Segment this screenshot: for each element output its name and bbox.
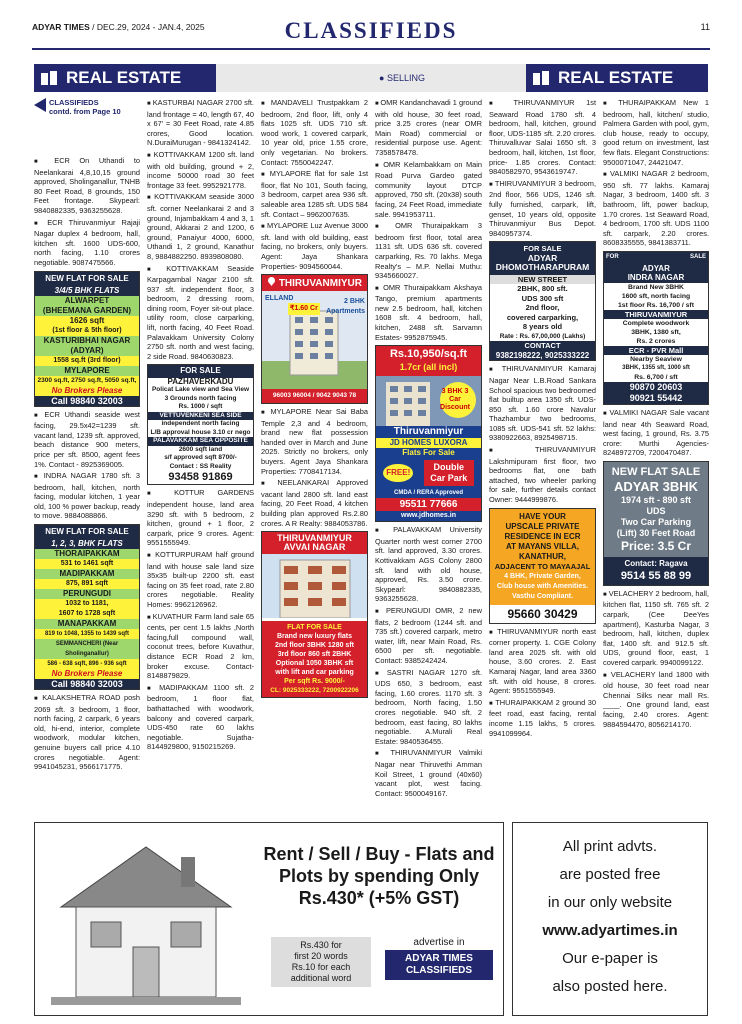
listing: ■ PERUNGUDI OMR, 2 new flats, 2 bedroom (1244 sft. and 735 sft.) covered carpark, metro water, lift, near Main Road, Rs. 6500 per sft. negotiable. Contact: 9385242424. <box>375 606 482 666</box>
listing: ■ KOTTURPURAM half ground land with house sale land size 35x35 built-up 2200 sft. east facing on 35 feet road, rate 2.80 crores negotiable. Reality Homes: 9962126962. <box>147 550 254 610</box>
ad-phone: Call 98840 32003 <box>51 679 123 690</box>
listing: ■ SASTRI NAGAR 1270 sft. UDS 650, 3 bedroom, east facing, 1.60 crores. 1170 sft. 3 bedroom, North facing, 1.50 crores negotiable. 940 sft. 2 bedroom, east facing, 80 lakhs negotiable. A.Murali Real Estate: 9840536455. <box>375 668 482 747</box>
ad-sub: 3/4/5 BHK FLATS <box>35 286 139 296</box>
ad-bhk: 3 BHK 3 Car Discount <box>440 388 470 412</box>
ad-badge: FREE! <box>383 464 413 482</box>
ad-head <box>262 275 367 291</box>
ad-head-text: THIRUVANMIYUR <box>278 278 362 290</box>
ad-line: 1600 sft, north facing <box>621 292 691 300</box>
ad-line: CONTACT <box>490 341 595 351</box>
ad-mayans-villa <box>489 508 596 624</box>
listing: ■ THIRUVANMIYUR 3 bedroom, 2nd floor, 566 UDS, 1246 sft. fully furnished, carpark, lift, genset, 10 years old, opposite Thiruvanmiyur Bus Depot. 9840957374. <box>489 179 596 239</box>
ad-line: 875, 891 sqft <box>65 580 109 588</box>
online-line: All print advts. <box>562 838 658 855</box>
rate-line: first 20 words <box>294 951 348 961</box>
ad-phone: 90921 55442 <box>604 393 708 404</box>
ad-line: 1607 to 1728 sqft <box>58 610 116 618</box>
ad-line: (Lift) 30 Feet Road <box>616 527 696 538</box>
ad-line: Flats For Sale <box>402 448 455 458</box>
listing: ■ MYLAPORE Near Sai Baba Temple 2,3 and 4 bedroom, brand new flat possession handed over in March and June 2025. Strictly no brokers, only buyers. Agent Jaya Shankara Properties: 7708417134. <box>261 407 368 476</box>
ad-price: Rs.10,950/sq.ft <box>389 348 468 361</box>
ad-line: 1974 sft - 890 sft <box>620 494 692 505</box>
ad-line: KASTURIBHAI NAGAR <box>43 335 131 345</box>
ad-bhk <box>326 297 365 317</box>
ad-line: 8 years old <box>522 322 563 332</box>
page-number: 11 <box>700 22 710 32</box>
ad-line: INDRA NAGAR <box>627 272 685 282</box>
ad-apts-text: Apartments <box>326 308 365 316</box>
ad-sub: 1, 2, 3, BHK FLATS <box>35 539 139 549</box>
selling-label: ● SELLING <box>379 73 425 83</box>
online-line: also posted here. <box>552 978 668 995</box>
ad-line: (BHEEMANA GARDEN) <box>42 305 132 315</box>
ad-line: with lift and car parking <box>275 669 354 677</box>
ad-website: www.jdhomes.in <box>401 512 456 520</box>
ad-line: 531 to 1461 sqft <box>60 560 114 568</box>
ad-line: Per sqft Rs. 9000/- <box>284 678 345 686</box>
ad-line: 1032 to 1181, <box>65 600 109 608</box>
rate-line: Rs.430 for <box>300 940 342 950</box>
ad-price: ₹1.60 Cr <box>288 303 320 315</box>
ad-line: 3 Grounds north facing <box>164 394 237 402</box>
ad-line: NEW FLAT SALE <box>611 465 701 478</box>
ad-phone: 95660 30429 <box>490 605 595 623</box>
apartment-building-picture <box>262 554 367 618</box>
building-picture <box>262 291 367 389</box>
cont-sub: contd. from Page 10 <box>49 107 121 116</box>
cont-title: CLASSIFIEDS <box>49 98 99 107</box>
ad-line: UDS <box>646 505 666 516</box>
ad-line: ECR - PVR Mall <box>604 346 708 355</box>
listing: ■ OMR Kelambakkam on Main Road Purva Gardeo gated community layout DTCP approved, 750 sft. (20x38) south facing, 24 Feet Road, immediate sale. 9941953711. <box>375 160 482 220</box>
column-4 <box>375 98 482 800</box>
ad-line: 4 BHK, Private Garden, <box>504 572 581 580</box>
column-6 <box>603 98 709 731</box>
ad-line: (1st floor & 5th floor) <box>52 326 122 334</box>
ad-line: MADIPAKKAM <box>59 569 115 579</box>
ad-line: PERUNGUDI <box>62 589 111 599</box>
ad-line: UPSCALE PRIVATE <box>505 521 580 531</box>
footer-rate-ad <box>34 822 504 1016</box>
listing: ■ OMR Kandanchavadi 1 ground with old house, 30 feet road, price 3.25 crores (near OMR Main Road) commercial or residential purpose use. Agent: 7358578478. <box>375 98 482 158</box>
online-line: Our e-paper is <box>562 950 658 967</box>
ad-line: Contact: Ragava <box>624 558 688 568</box>
online-line: are posted free <box>559 866 661 883</box>
column-3 <box>261 98 368 701</box>
ad-head: NEW FLAT FOR SALE <box>35 525 139 539</box>
ad-line: 3BHK, 1380 sft, <box>631 328 681 336</box>
ad-line: Rate : Rs. 67,00,000 (Lakhs) <box>499 332 586 340</box>
paper-name: ADYAR TIMES <box>32 22 90 32</box>
real-estate-label: REAL ESTATE <box>558 68 674 87</box>
ad-sale: SALE <box>689 253 706 260</box>
ad-line: Rs. 6,700 / sft <box>634 373 678 381</box>
ad-line: 2nd floor 3BHK 1280 sft <box>275 642 354 650</box>
ad-line: SEMMANCHERI (Near Sholinganallur) <box>55 641 119 658</box>
ad-line: (ADYAR) <box>70 345 104 355</box>
arrow-left-icon <box>34 98 46 112</box>
listing: ■ MYLAPORE Luz Avenue 3000 sft. land with old building, east facing, no brokers, only buyers. Agent: Jaya Shankara Properties- 9094560044. <box>261 221 368 271</box>
ad-line: KANATHUR, <box>519 551 566 561</box>
ad-line: 2300 sq.ft, 2750 sq.ft, 5050 sq.ft, <box>37 376 137 384</box>
ad-phone: 9514 55 88 99 <box>620 569 692 582</box>
ad-line: DHOMOTHARAPURAM <box>495 262 590 273</box>
ad-line: independent north facing <box>161 420 240 428</box>
listing: ■ THIRUVANMIYUR 1st Seaward Road 1780 sft. 4 bedroom, hall, kitchen, ground floor, UDS-1185 sft. 2.20 crores. Thiruvalluvar Salai 1650 sft. 3 bedroom, hall, kitchen, 1st floor, price- 1.85 crores. Contact: 9840582970, 9543619747. <box>489 98 596 177</box>
ad-line: 1626 sqft <box>69 315 105 325</box>
ad-line: MYLAPORE <box>64 365 110 375</box>
ad-line: ADYAR 3BHK <box>613 478 699 494</box>
column-2 <box>147 98 254 754</box>
selling-text: SELLING <box>386 73 425 83</box>
website-link[interactable]: www.adyartimes.in <box>542 922 678 939</box>
ad-line: Nearby Seaview <box>630 355 682 363</box>
building-picture <box>376 376 481 426</box>
advertise-in-text: advertise in <box>413 937 465 948</box>
ad-indra-nagar <box>603 251 709 405</box>
ad-line: 1st floor Rs. 16,700 / sft <box>618 301 694 309</box>
ad-line: Thiruvanmiyur <box>393 426 464 438</box>
advertise-box <box>385 937 493 980</box>
ad-line: L/B approval house 3.10 cr nego <box>150 428 251 436</box>
ad-line: Optional 1050 3BHK sft <box>275 660 354 668</box>
ad-jd-homes <box>375 345 482 522</box>
ad-line: PAZHAVERKADU <box>167 376 234 386</box>
rate-ad-price-box <box>271 937 371 987</box>
ad-new-flat-2 <box>34 524 140 690</box>
ad-phone: Call 98840 32003 <box>51 395 123 406</box>
listing: ■ MANDAVELI Trustpakkam 2 bedroom, 2nd floor, lift, only 4 flats 1025 sft. UDS 710 sft. wood work, 1 covered carpark, 10 year old, price 1.55 crore, only vegetarian. No brokers. Contact: 7550042247. <box>261 98 368 167</box>
ad-adyar-3bhk <box>603 461 709 586</box>
ad-head-text: THIRUVANMIYUR <box>277 533 352 544</box>
listing: ■ THURAIPAKKAM 2 ground 30 feet road, east facing, rental income 1.15 lakhs, 5 crores. 9941099964. <box>489 698 596 738</box>
ad-sub-text: AVVAI NAGAR <box>283 542 346 553</box>
ad-line: Complete woodwork <box>622 319 690 327</box>
listing: ■ KASTURBAI NAGAR 2700 sft. land frontage = 40, length 67, 40 x 67' = 30 Feet Road, rate 4.85 crores, Good location. N.DuraiMurugan - 9841324142. <box>147 98 254 148</box>
real-estate-tag-right <box>526 64 708 92</box>
ad-line: FLAT FOR SALE <box>287 624 342 632</box>
ad-brand: ELLAND <box>265 295 294 303</box>
building-icon <box>532 70 550 86</box>
ad-line: ALWARPET <box>64 295 110 305</box>
ad-line: PALAVAKKAM SEA OPPOSITE <box>148 437 253 446</box>
ad-phone: CL: 9025333222, 7200922206 <box>270 687 359 695</box>
ad-line: Brand New 3BHK <box>628 283 684 291</box>
listing: ■ MADIPAKKAM 1100 sft. 2 bedroom, 1 floor flat, bathattached with woodwork, balcony and covered carpark, UDS-450 rate 60 lakhs negotiable. Sujatha- 8144929800, 9150215269. <box>147 683 254 752</box>
listing: ■ THIRUVANMIYUR Valmiki Nagar near Thiruvethi Amman Koil Street, 1 ground (40x60) vacant plot, west facing. Contact: 9500049167. <box>375 748 482 798</box>
rate-ad-title: Rent / Sell / Buy - Flats and Plots by spending Only Rs.430* (+5% GST) <box>263 844 495 908</box>
ad-phone: 93458 91869 <box>168 471 233 484</box>
location-pin-icon <box>267 277 276 286</box>
ad-line: 586 - 638 sqft, 896 - 936 sqft <box>47 661 127 668</box>
ad-phone: 9382198222, 9025333222 <box>490 351 595 361</box>
listing: ■ KOTTIVAKKAM Seaside Karpagambal Nagar 2100 sft. 937 sft. independent floor, 3 bedroom, 2 dressing room, dining room, Foyer sit-out place. utility room, close carparking, lift, north facing, 40 Feet Road. Palavakkam University Colony 2750 sft. north and west facing, 2 side Road. 9840630823. <box>147 264 254 362</box>
ad-line: Rs. 1000 / sqft <box>178 403 223 411</box>
house-illustration <box>41 827 251 1013</box>
online-notice <box>512 822 708 1016</box>
listing: ■ KOTTIVAKKAM 1200 sft. land with old building, ground + 2, income 50000 road 30 feet frontage 33 feet. 9952921778. <box>147 150 254 190</box>
ad-line: Contact : SS Reality <box>169 462 232 470</box>
ad-line: covered carparking, <box>506 312 579 322</box>
ad-line: ADYAR <box>642 263 670 273</box>
ad-line: No Brokers Please <box>51 385 123 395</box>
ad-line: AT MAYANS VILLA, <box>505 541 580 551</box>
listing: ■ OMR Thuraipakkam 3 bedroom first floor, total area 1131 sft. UDS 636 sft. covered carparking, Rs. 70 lakhs. Mega Realty's – M.P. Nellai Muthu: 9345660027. <box>375 221 482 281</box>
ad-line: 3BHK, 1355 sft, 1000 sft <box>622 364 690 371</box>
listing: ■ ECR Uthandi seaside west facing, 29.5x42=1239 sft. vacant land, 1239 sft. approved, beach distance 900 meters, price per sft. 8500, agent fees 1%. Contact - 8925369005. <box>34 410 140 470</box>
ad-sub: 1.7cr (all incl) <box>399 362 458 373</box>
ad-line: 819 to 1048, 1355 to 1439 sqft <box>44 631 130 638</box>
ad-line: Policat Lake view and Sea View <box>151 386 250 394</box>
ad-new-flat-1 <box>34 271 140 407</box>
building-icon <box>40 70 58 86</box>
listing: ■ VALMIKI NAGAR 2 bedroom, 950 sft. 77 lakhs. Kamaraj Nagar, 3 bedroom, 1400 sft. 3 bathroom, lift, power backup, 1.70 crores. 1st Seaward Road, 4 bedroom, 1700 sft. UDS 1100 sft. carpark, 2.20 crores. 8608335555, 9841383711. <box>603 169 709 248</box>
ad-line: No Brokers Please <box>51 669 123 679</box>
real-estate-label: REAL ESTATE <box>66 68 182 87</box>
ad-line: THORAIPAKKAM <box>54 549 120 559</box>
ad-elland <box>261 274 368 404</box>
advertise-section: CLASSIFIEDS <box>405 965 473 976</box>
ad-bhk-text: 2 BHK <box>343 298 365 306</box>
masthead-info: ADYAR TIMES / DEC.29, 2024 - JAN.4, 2025 <box>32 22 205 32</box>
listing: ■ INDRA NAGAR 1780 sft. 3 bedroom, hall, kitchen, north facing, modular kitchen, 1 year old, 100 % power backup, ready to move. 9884088866. <box>34 471 140 521</box>
ad-head: NEW FLAT FOR SALE <box>35 272 139 286</box>
ad-line: Rs. 2 crores <box>636 337 676 345</box>
ad-line: RESIDENCE IN ECR <box>504 531 581 541</box>
ad-phone: 90870 20603 <box>604 382 708 393</box>
column-1 <box>34 98 140 774</box>
ad-line: THIRUVANMIYUR <box>604 310 708 319</box>
listing: ■ NEELANKARAI Approved vacant land 2800 sft. land east facing, 20 Feet Road, 4 kitchen building plan approved Rs.2.80 crores. A R Realty: 9884053786. <box>261 478 368 528</box>
masthead <box>32 4 710 44</box>
column-5 <box>489 98 596 740</box>
ad-line: Brand new luxury flats <box>276 633 353 641</box>
ad-line: 2600 sqft land <box>178 445 223 453</box>
ad-head: FOR SALE <box>148 365 253 378</box>
ad-dhomotharapuram <box>489 241 596 361</box>
ad-line: Price: 3.5 Cr <box>620 538 692 553</box>
listing: ■ PALAVAKKAM University Quarter north west corner 2700 sft. land approved, 3.30 crores. Kottivakkam AGS Colony 2800 sft. land with old house, approved, Rs. 3.50 crore. Skypearl: 9840882335, 9363255628. <box>375 525 482 604</box>
listing: ■ VELACHERY land 1800 with old house, 30 feet road near Chennai Silks near mall Rs. ____. One ground land, east facing, 2.40 crores. Agent: 9884594470, 8056214170. <box>603 670 709 730</box>
listing: ■ ECR Thiruvanmiyur Rajaji Nagar duplex 4 bedroom, hall, kitchen sft. 1600 UDS-600, north facing, 1.10 crores negotiable. 9087475566. <box>34 218 140 268</box>
ad-line: 2nd floor, <box>525 303 560 313</box>
listing: ■ VELACHERY 2 bedroom, hall, kitchen flat, 1150 sft. 765 sft. 2 carpark, (Cee DeeYes apartment), Kasturba Nagar, 3 bedroom, hall, kitchen, duplex flat, 1400 sft. and 912.5 sft. UDS, ground floor, east, 1 covered carpark. 9940099122. <box>603 589 709 668</box>
ad-line: 1558 sq.ft (3rd floor) <box>53 356 121 364</box>
ad-line: Two Car Parking <box>620 516 692 527</box>
listing: ■ KALAKSHETRA ROAD posh 2069 sft. 3 bedroom, 1 floor, north facing, 2 carpark, 6 years old, hi-end, interior, complete woodwork, modular kitchen, genuine buyers call price 4.10 crores negotiable. Agent: 9941045231, 9566171775. <box>34 693 140 772</box>
ad-head: FOR SALE <box>523 244 562 254</box>
ad-line: VETTUVENKENI SEA SIDE <box>148 412 253 421</box>
ad-line: CMDA / RERA Approved <box>394 490 463 497</box>
listing: ■ KOTTIVAKKAM seaside 3000 sft. corner Neelankarai 2 and 3 ground, Injambakkam 4 and 3, 1 ground, Akkarai 2 and 1200, 6 ground, Panaiyur 4000, 6000, Uthandi 1, 2 ground, Kanathur 8, 9884882250. 8939808080. <box>147 192 254 261</box>
ad-line: UDS 300 sft <box>521 293 564 303</box>
rate-line: Rs.10 for each <box>291 962 351 972</box>
listing: ■ MYLAPORE flat for sale 1st floor, flat No 101, South facing, 3 bedroom, carpet area 936 sft. saleable area 1285 sft. UDS 584 sft. Contact – 9962007635. <box>261 169 368 219</box>
ad-line: 2BHK, 800 sft. <box>517 284 568 294</box>
listing: ■ VALMIKI NAGAR Sale vacant land near 4th Seaward Road, west facing, 1 ground, Rs. 3.75 crore: Murthi Agencies- 8248972709, 7200470487. <box>603 408 709 458</box>
ad-phone: 95511 77666 <box>376 498 481 511</box>
ad-line: s/f approved sqft 8700/- <box>164 454 237 462</box>
listing: ■ KUVATHUR Farm land sale 65 cents, per cent 1.5 lakhs ,North facing,full compound wall, coconut trees, before Kuvathur, distance ECR Road 2 km, broker excuse. Contact- 8148879829. <box>147 612 254 681</box>
listing: ■ THIRUVANMIYUR Kamaraj Nagar Near L.B.Road Sankara School spacious two bedroomed flat builtup area 1350 sft. UDS-850 sft. 1.60 crore Navalur Thazhambur two bedrooms, 1085 sft. UDS-541 sft. 52 lakhs: 9380922663, 8925498715. <box>489 364 596 443</box>
listing: ■ OMR Thuraipakkam Akshaya Tango, premium apartments new 2.5 bedroom, hall, kitchen 1608 sft. 4 bedroom, hall, kitchen, 2488 sft. Sarvamn Estates- 9952875945. <box>375 283 482 343</box>
ad-line: MANAPAKKAM <box>57 619 117 629</box>
ad-phone: 96003 96004 / 9042 9043 78 <box>262 389 367 403</box>
issue-dates: DEC.29, 2024 - JAN.4, 2025 <box>96 22 205 32</box>
ad-line: Club house with Amenities. <box>496 582 589 590</box>
ad-pazhaverkadu <box>147 364 254 485</box>
listing: ■ ECR On Uthandi to Neelankarai 4,8,10,15 ground approved, Sholinganallur, TNHB 80 Feet Road, 8 grounds, 150 Feet frontage. Skypearl: 9840882335, 9363255628. <box>34 156 140 216</box>
advertise-paper: ADYAR TIMES <box>405 953 473 964</box>
listing: ■ THURAIPAKKAM New 1 bedroom, hall, kitchen/ studio, Palmera Garden with pool, gym, club house, ready to occupy, good return on investment, last few flats. Elegant Constructions: 9500071047, 24421047. <box>603 98 709 167</box>
continued-note <box>34 98 140 116</box>
ad-line: ADJACENT TO MAYAAJAL <box>494 561 591 571</box>
masthead-rule <box>32 48 710 50</box>
section-band <box>34 64 708 92</box>
rate-line: additional word <box>290 973 352 983</box>
ad-line: JD HOMES LUXORA <box>376 438 481 448</box>
ad-head <box>262 532 367 554</box>
listing: ■ THIRUVANMIYUR north east corner property. 1. CGE Colony land area 2025 sft. with old house, 3.60 crores. 2. East Kamaraj Nagar, land area 3360 sft. with old house, 8 crores. Agent: 9551555949. <box>489 627 596 696</box>
ad-line: 3rd floor 860 sft 2BHK <box>277 651 352 659</box>
ad-line: Vasthu Compliant. <box>511 592 574 600</box>
ad-avvai-nagar <box>261 531 368 698</box>
real-estate-tag-left <box>34 64 216 92</box>
listing: ■ KOTTUR GARDENS independent house, land area 3290 sft. with 5 bedroom, 2 kitchen, ground + 1 floor, 2 carpark, price 9 crores. Agent: 9551555949. <box>147 488 254 548</box>
ad-for: FOR <box>606 253 619 260</box>
listing: ■ THIRUVANMIYUR Lakshmipuram first floor, two bedrooms flat, one bath attached, two wheeler parking for sale, further details contact Owner: 9444999876. <box>489 445 596 505</box>
ad-line: ADYAR <box>527 252 558 263</box>
ad-offer: Double Car Park <box>424 460 474 486</box>
ad-line: HAVE YOUR <box>519 511 566 521</box>
section-title: CLASSIFIEDS <box>284 18 458 43</box>
ad-line: NEW STREET <box>490 275 595 285</box>
online-line: in our only website <box>547 894 673 911</box>
